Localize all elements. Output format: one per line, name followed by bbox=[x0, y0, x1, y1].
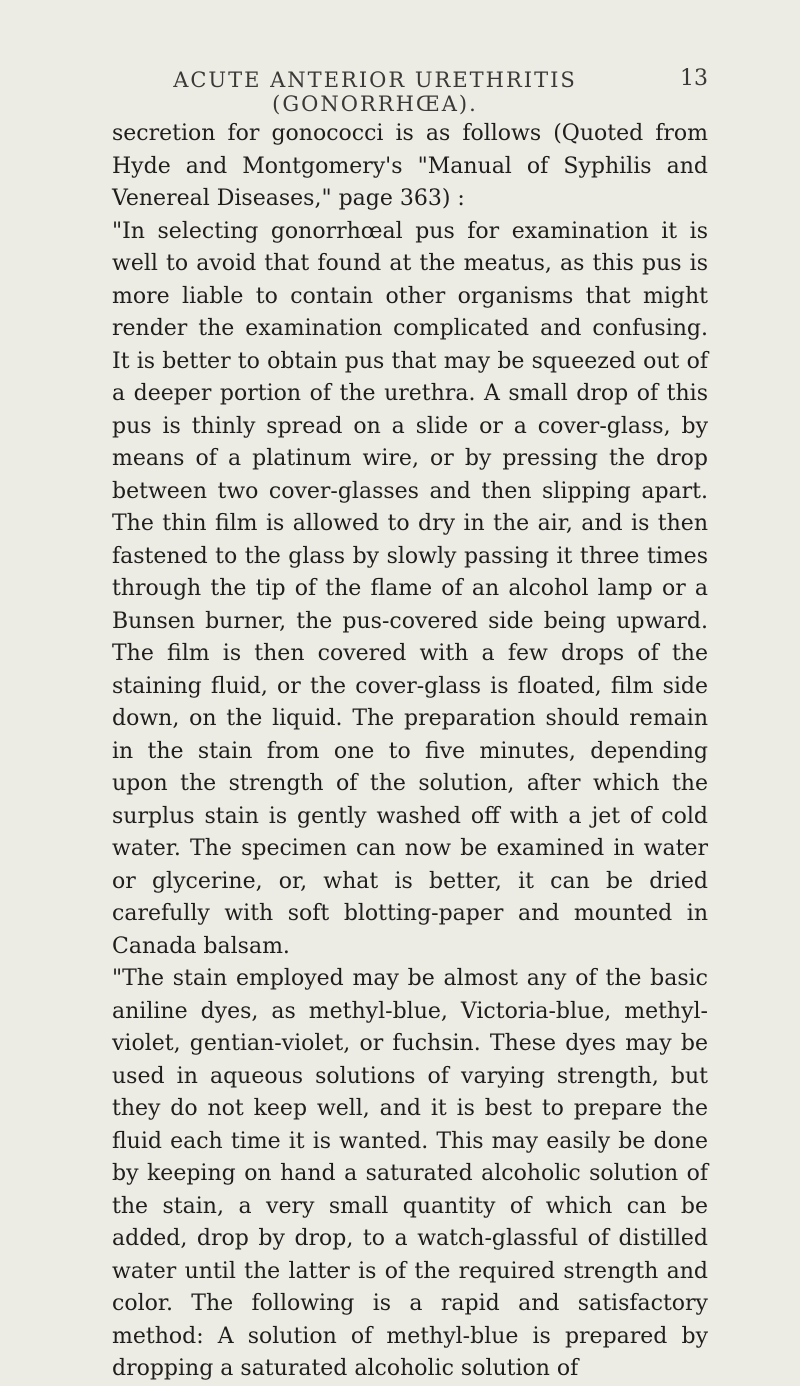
paragraph-quote-stains: "The stain employed may be almost any of the basic aniline dyes, as methyl-blue, Victoria-blue, methyl-violet, gentian-violet, or fuchsin. These dyes may be used in aqueous solutions of varying strength, but they do not keep well, and it is best to prepare the fluid each time it is wanted. This may easily be done by keeping on hand a saturated alcoholic solution of the stain, a very small quantity of which can be added, drop by drop, to a watch-glassful of distilled water until the latter is of the required strength and color. The following is a rapid and satisfactory method: A solution of methyl-blue is prepared by dropping a saturated alcoholic solution of bbox=[112, 966, 708, 1381]
body-text bbox=[112, 118, 708, 1386]
page-number: 13 bbox=[680, 66, 708, 91]
running-header bbox=[112, 56, 708, 116]
paragraph-quote-procedure: "In selecting gonorrhœal pus for examination it is well to avoid that found at the meatus, as this pus is more liable to contain other organisms that might render the examination complicated and confusing. It is better to obtain pus that may be squeezed out of a deeper portion of the urethra. A small drop of this pus is thinly spread on a slide or a cover-glass, by means of a platinum wire, or by pressing the drop between two cover-glasses and then slipping apart. The thin film is allowed to dry in the air, and is then fastened to the glass by slowly passing it three times through the tip of the flame of an alcohol lamp or a Bunsen burner, the pus-covered side being upward. The film is then covered with a few drops of the staining fluid, or the cover-glass is floated, film side down, on the liquid. The preparation should remain in the stain from one to five minutes, depending upon the strength of the solution, after which the surplus stain is gently washed off with a jet of cold water. The specimen can now be examined in water or glycerine, or, what is better, it can be dried carefully with soft blotting-paper and mounted in Canada balsam. bbox=[112, 218, 708, 959]
paragraph-intro: secretion for gonococci is as follows (Quoted from Hyde and Montgomery's "Manual of Syphilis and Venereal Diseases," page 363) : bbox=[112, 121, 708, 211]
running-title: ACUTE ANTERIOR URETHRITIS (GONORRHŒA). bbox=[173, 68, 577, 116]
